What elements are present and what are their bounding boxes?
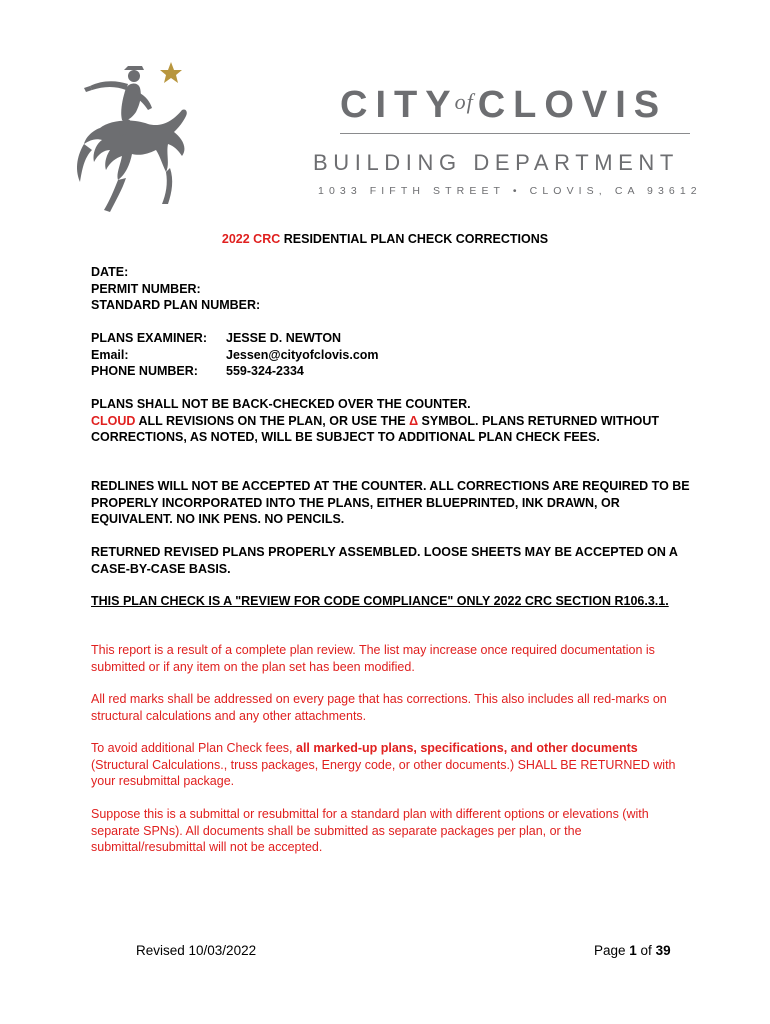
examiner-label: PLANS EXAMINER: — [91, 331, 207, 345]
note-red-marks: All red marks shall be addressed on every page that has corrections. This also includes all red-marks on structural calculations and any other attachments. — [91, 692, 667, 723]
phone-value: 559-324-2334 — [226, 364, 304, 378]
department-address: 1033 FIFTH STREET • CLOVIS, CA 93612 — [318, 185, 702, 197]
standard-plan-number-label: STANDARD PLAN NUMBER: — [91, 298, 261, 312]
permit-number-label: PERMIT NUMBER: — [91, 281, 201, 296]
revision-date: Revised 10/03/2022 — [136, 943, 257, 958]
delta-symbol: Δ — [409, 413, 419, 428]
document-title: 2022 CRC RESIDENTIAL PLAN CHECK CORRECTIONS — [221, 232, 549, 246]
note-return-documents: To avoid additional Plan Check fees, all marked-up plans, specifications, and other documents (Structural Calculations., truss packages, Energy code, or other documents.) SHALL BE RETURNED with your resubmittal package. — [91, 741, 676, 788]
email-value[interactable]: Jessen@cityofclovis.com — [226, 347, 379, 362]
paragraph-code-compliance: THIS PLAN CHECK IS A "REVIEW FOR CODE COMPLIANCE" ONLY 2022 CRC SECTION R106.3.1. — [91, 594, 669, 608]
paragraph-assembly: RETURNED REVISED PLANS PROPERLY ASSEMBLED. LOOSE SHEETS MAY BE ACCEPTED ON A CASE-BY-CASE BASIS. — [91, 545, 678, 576]
bronco-rider-logo-icon — [70, 58, 190, 218]
email-label: Email: — [91, 347, 129, 362]
paragraph-redlines: REDLINES WILL NOT BE ACCEPTED AT THE COUNTER. ALL CORRECTIONS ARE REQUIRED TO BE PROPERLY INCORPORATED INTO THE PLANS, EITHER BLUEPRINTED, INK DRAWN, OR EQUIVALENT. NO INK PENS. NO PENCILS. — [91, 479, 690, 526]
paragraph-back-check: PLANS SHALL NOT BE BACK-CHECKED OVER THE COUNTER. CLOUD ALL REVISIONS ON THE PLAN, OR USE THE Δ SYMBOL. PLANS RETURNED WITHOUT CORRECTIONS, AS NOTED, WILL BE SUBJECT TO ADDITIONAL PLAN CHECK FEES. — [91, 397, 660, 444]
date-label: DATE: — [91, 265, 129, 279]
phone-label: PHONE NUMBER: — [91, 364, 198, 378]
examiner-info — [91, 330, 691, 380]
header-divider — [340, 133, 690, 134]
note-complete-review: This report is a result of a complete plan review. The list may increase once required documentation is submitted or if any item on the plan set has been modified. — [91, 643, 655, 674]
note-separate-packages: Suppose this is a submittal or resubmittal for a standard plan with different options or elevations (with separate SPNs). All documents shall be submitted as separate packages per plan, or the submittal/resubmittal will not be accepted. — [91, 807, 649, 854]
department-name: BUILDING DEPARTMENT — [313, 150, 679, 175]
examiner-name: JESSE D. NEWTON — [226, 331, 342, 345]
cloud-word: CLOUD — [91, 413, 136, 428]
form-fields — [91, 264, 691, 314]
city-name: $CITY^{of}$ CLOVIS — [340, 84, 668, 126]
page-number: Page 1 of 39 — [594, 943, 671, 958]
